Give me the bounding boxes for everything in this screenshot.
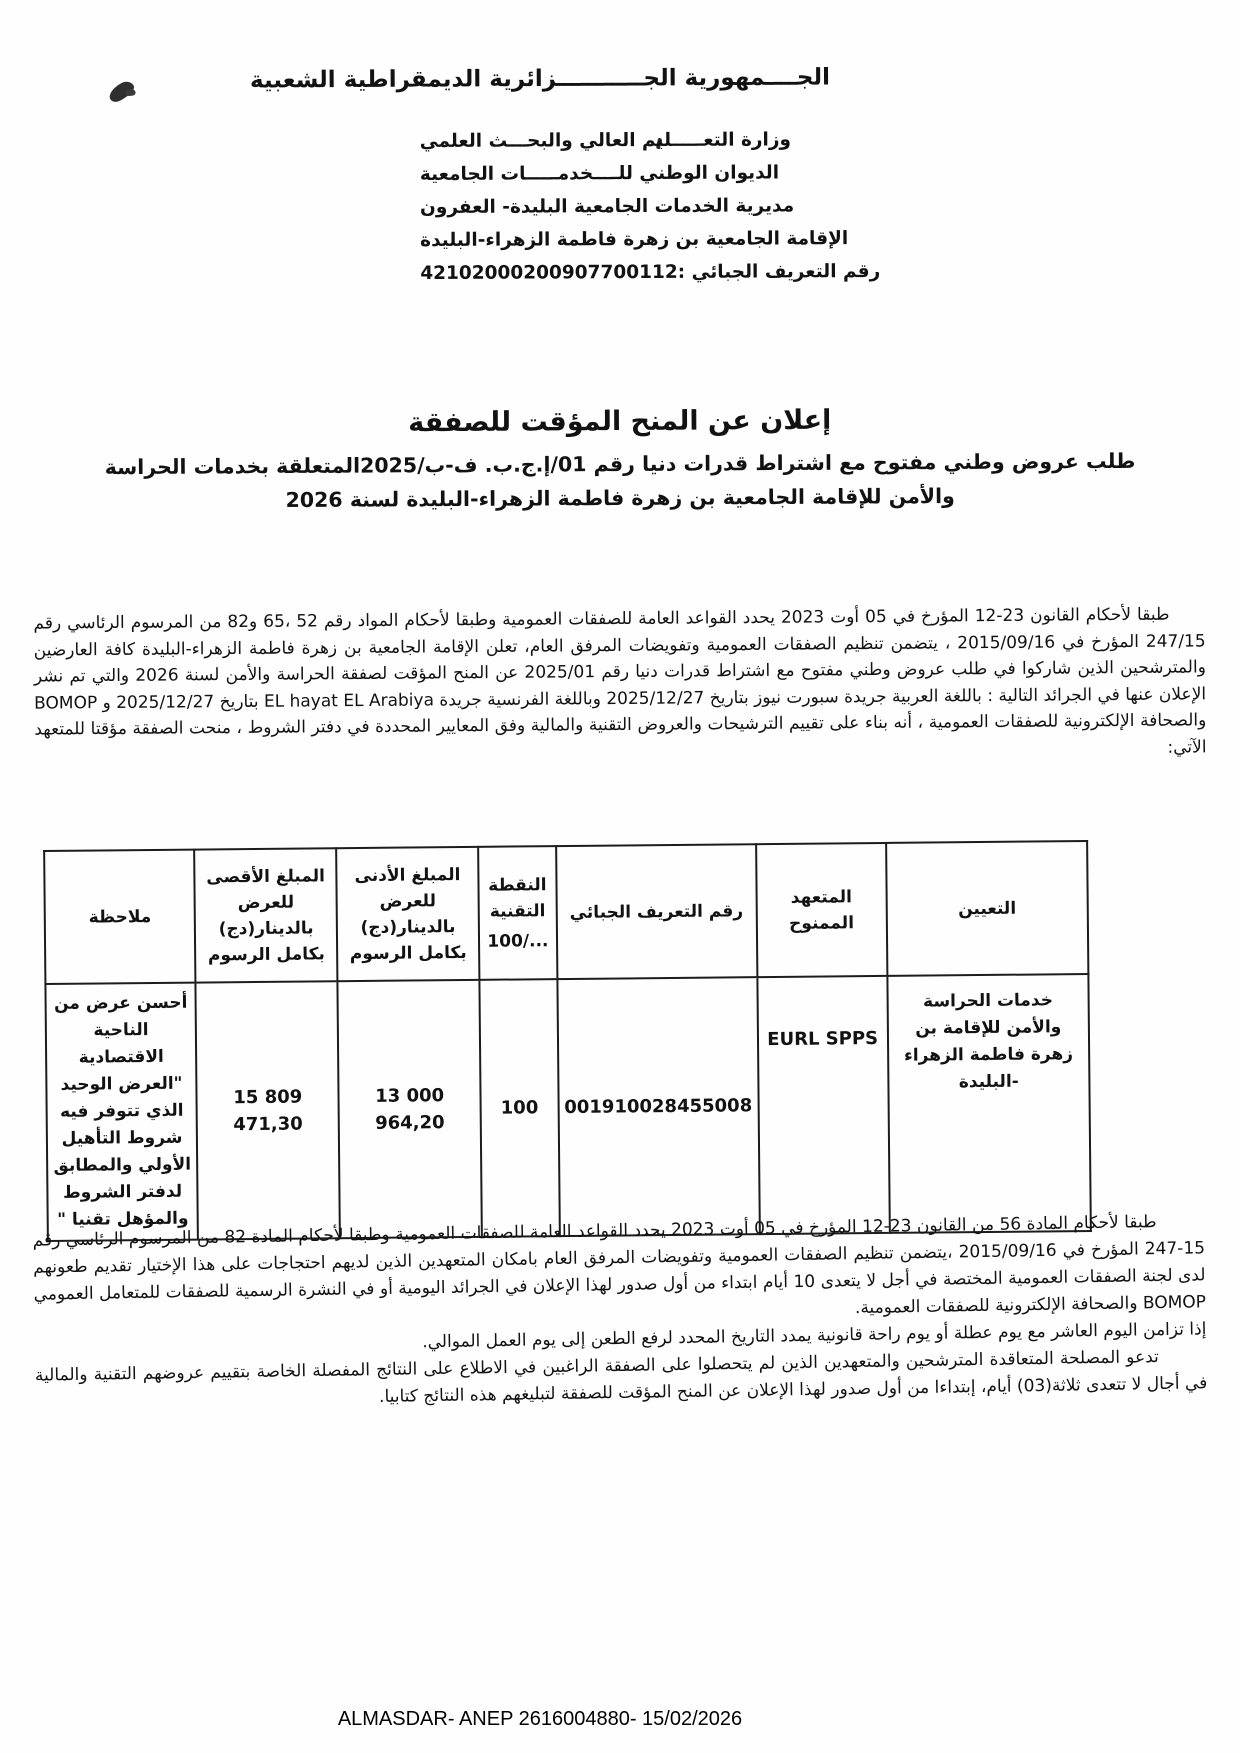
header-technical-score-suffix: 100/...: [487, 930, 549, 952]
cell-max-amount: 15 809 471,30: [196, 981, 340, 1239]
header-awarded-bidder: المتعهد الممنوح: [756, 843, 888, 977]
header-technical-score-label: النقطة التقنية: [488, 874, 547, 922]
closing-paragraph-1: طبقا لأحكام المادة 56 من القانون 23-12 المؤرخ في 05 أوت 2023 يحدد القواعد العامة للصفقات العمومية وطبقا لأحكام المادة 82 من المرسوم الرئاسي رقم 15-247 المؤرخ في 2015/09/16 ،يتضمن تنظيم الصفقات العمومية وتفويضات المرفق العام بامكان المتعهدين الذين لديهم احتجاجات على هذا الإختيار تقديم طعونهم لدى لجنة الصفقات العمومية المختصة في أجل لا يتعدى 10 أيام ابتداء من أول صدور لهذا الإعلان في الجرائد اليومية أو في النشرة الرسمية للصفقات للمتعامل العمومي BOMOP والصحافة الإلكترونية للصفقات العمومية.: [32, 1212, 1207, 1319]
announcement-title: إعلان عن المنح المؤقت للصفقة: [408, 404, 832, 439]
republic-header: الجــــمهورية الجـــــــــــزائرية الديمقراطية الشعبية: [249, 64, 831, 94]
cell-tax-id: 001910028455008: [557, 977, 759, 1236]
ministry-header-block: [420, 123, 881, 290]
ministry-line-4: الإقامة الجامعية بن زهرة فاطمة الزهراء-البليدة: [420, 228, 849, 252]
tax-id-line: رقم التعريف الجبائي :42102000200907700112: [420, 260, 881, 285]
table-data-row: [45, 974, 1090, 1241]
cell-min-amount: 13 000 964,20: [338, 980, 482, 1238]
ministry-line-1: وزارة التعـــــليم العالي والبحـــث العلمي: [419, 129, 792, 153]
header-designation: التعيين: [886, 841, 1088, 976]
subtitle-line-1: طلب عروض وطني مفتوح مع اشتراط قدرات دنيا رقم 01/إ.ج.ب. ف-ب/2025المتعلقة بخدمات الحراسة: [104, 448, 1136, 480]
cell-technical-score: 100: [479, 979, 559, 1237]
subtitle-line-2: والأمن للإقامة الجامعية بن زهرة فاطمة الزهراء-البليدة لسنة 2026: [285, 483, 955, 513]
table-header-row: [44, 841, 1088, 984]
cell-note: أحسن عرض من الناحية الاقتصادية "العرض الوحيد الذي تتوفر فيه شروط التأهيل الأولي والمطابق لدفتر الشروط والمؤهل تقنيا ": [45, 983, 198, 1241]
header-technical-score: [478, 846, 557, 980]
award-table: [43, 840, 1092, 1242]
header-min-amount: المبلغ الأدنى للعرض بالدينار(دج) بكامل الرسوم: [336, 847, 479, 981]
header-tax-id: رقم التعريف الجبائي: [556, 844, 757, 979]
ministry-line-3: مديرية الخدمات الجامعية البليدة- العفرون: [419, 195, 795, 219]
header-note: ملاحظة: [44, 850, 196, 984]
anep-footer-note: ALMASDAR- ANEP 2616004880- 15/02/2026: [337, 1708, 743, 1730]
closing-block: [33, 1208, 1208, 1416]
cell-designation: خدمات الحراسة والأمن للإقامة بن زهرة فاطمة الزهراء -البليدة: [887, 974, 1091, 1233]
closing-paragraph-3: تدعو المصلحة المتعاقدة المترشحين والمتعهدين الذين لم يتحصلوا على الصفقة الراغبين في الاطلاع على النتائج المفصلة الخاصة بتقييم عروضهم التقنية والمالية في أجال لا تتعدى ثلاثة(03) أيام، إبتداءا من أول صدور لهذا الإعلان عن المنح المؤقت للصفقة لتبليغهم هذه النتائج كتابيا.: [34, 1347, 1208, 1408]
header-max-amount: المبلغ الأقصى للعرض بالدينار(دج) بكامل الرسوم: [194, 848, 337, 982]
ministry-line-2: الديوان الوطني للــــخدمـــــات الجامعية: [419, 162, 780, 186]
cell-awarded-bidder: EURL SPPS: [757, 976, 890, 1234]
closing-paragraph-2: إذا تزامن اليوم العاشر مع يوم عطلة أو يوم راحة قانونية يمدد التاريخ المحدد لرفع الطعن إلى يوم العمل الموالي.: [422, 1319, 1207, 1353]
intro-paragraph: طبقا لأحكام القانون 23-12 المؤرخ في 05 أوت 2023 يحدد القواعد العامة للصفقات العمومية وطبقا لأحكام المواد رقم 52 ،65 و82 من المرسوم الرئاسي رقم 247/15 المؤرخ في 2015/09/16 ، يتضمن تنظيم الصفقات العمومية وتفويضات المرفق العام، تعلن الإقامة الجامعية بن زهرة فاطمة الزهراء-البليدة كافة العارضين والمترشحين الذين شاركوا في طلب عروض وطني مفتوح مع اشتراط قدرات دنيا رقم 2025/01 عن المنح المؤقت لصفقة الحراسة والأمن لسنة 2026 والتي تم نشر الإعلان عنها في الجرائد التالية : باللغة العربية جريدة سبورت نيوز بتاريخ 2025/12/27 وباللغة الفرنسية جريدة EL hayat EL Arabiya بتاريخ 2025/12/27 و BOMOP والصحافة الإلكترونية للصفقات العمومية ، أنه بناء على تقييم الترشيحات والعروض التقنية والمالية وفق المعايير المحددة في دفتر الشروط ، منحت الصفقة مؤقتا للمتعهد الآتي:: [33, 604, 1207, 758]
title-block: [20, 402, 1221, 518]
